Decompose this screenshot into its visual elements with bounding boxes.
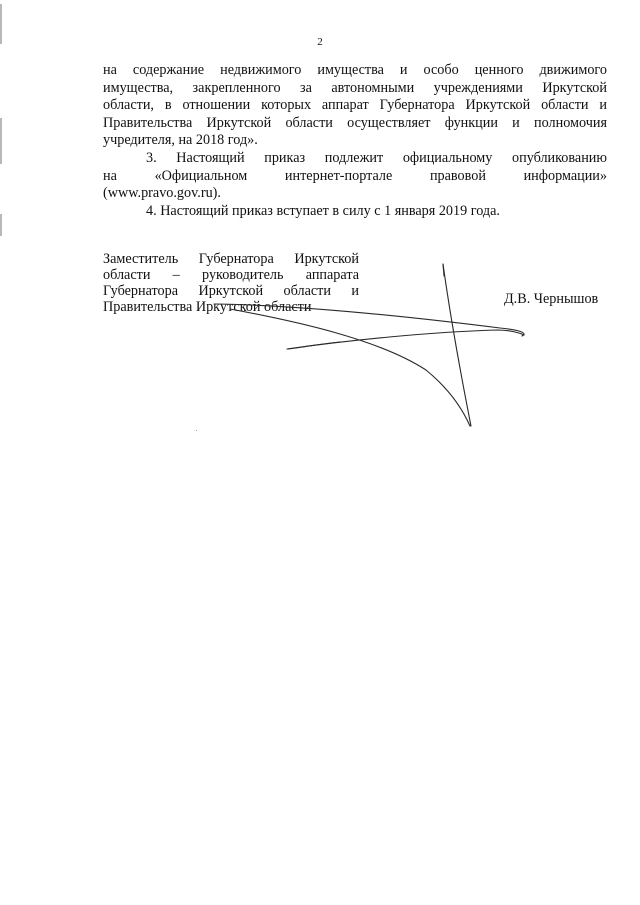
paragraph-line: (www.pravo.gov.ru). — [103, 185, 221, 202]
signature-stroke — [443, 264, 444, 276]
scan-margin-mark-low — [0, 214, 2, 236]
signer-name: Д.В. Чернышов — [504, 291, 599, 307]
document-body — [103, 62, 607, 220]
signatory-position-line: Правительства Иркутской области — [103, 299, 312, 315]
paragraph-line: на «Официальном интернет-портале правовой информации» — [103, 167, 607, 184]
scan-speck — [196, 430, 197, 431]
signature-stroke — [288, 342, 340, 349]
paragraph-line: учредителя, на 2018 год». — [103, 132, 258, 149]
signature-stroke — [443, 264, 471, 426]
page-number: 2 — [317, 36, 323, 48]
paragraph-line: 4. Настоящий приказ вступает в силу с 1 января 2019 года. — [146, 202, 500, 219]
paragraph-line: области, в отношении которых аппарат Губернатора Иркутской области и — [103, 97, 607, 114]
paragraph-line: Правительства Иркутской области осуществляет функции и полномочия — [103, 114, 607, 131]
signatory-position-line: Губернатора Иркутской области и — [103, 283, 359, 299]
signatory-position — [103, 251, 359, 315]
paragraph-line: имущества, закрепленного за автономными учреждениями Иркутской — [103, 79, 607, 96]
signature-stroke — [287, 330, 524, 349]
paragraph-line: 3. Настоящий приказ подлежит официальному опубликованию — [146, 149, 607, 166]
signatory-position-line: области – руководитель аппарата — [103, 267, 359, 283]
signatory-position-line: Заместитель Губернатора Иркутской — [103, 251, 359, 267]
signature-stroke — [230, 309, 470, 426]
paragraph-line: на содержание недвижимого имущества и особо ценного движимого — [103, 62, 607, 78]
scan-margin-mark-mid — [0, 118, 2, 164]
